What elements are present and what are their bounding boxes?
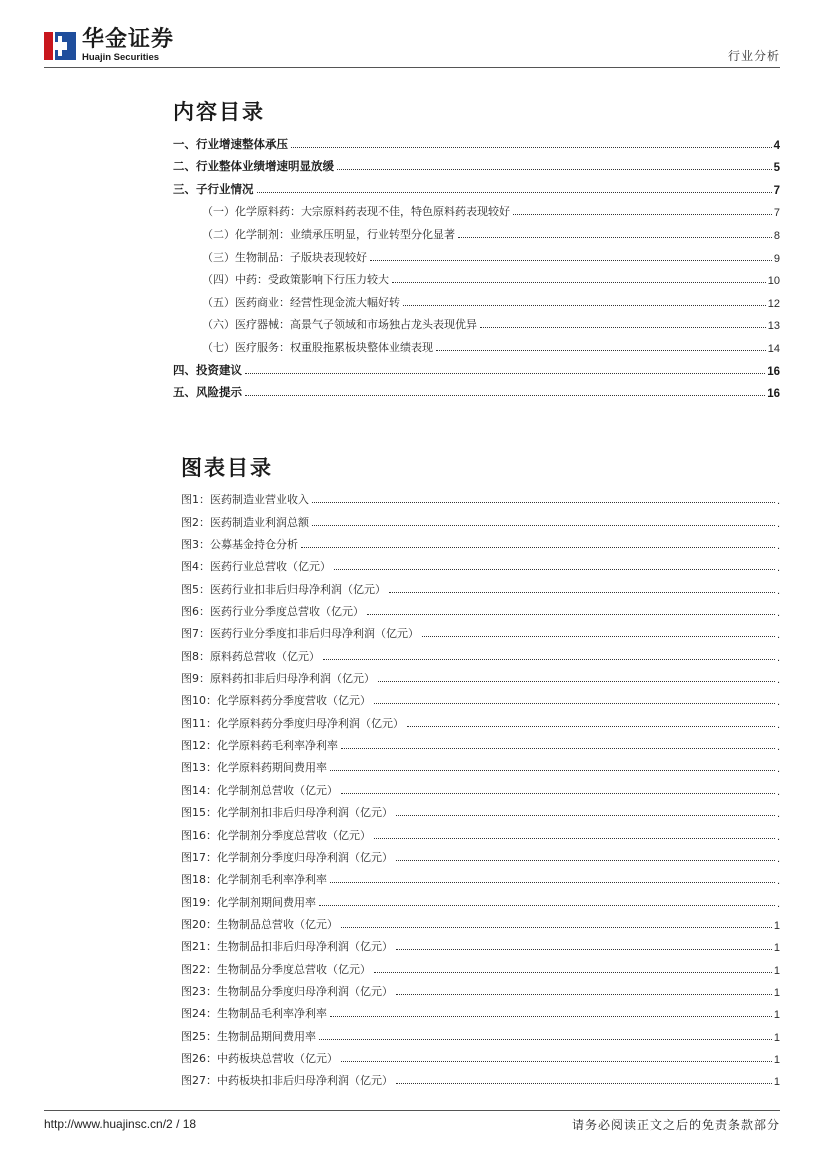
toc-entry-label: （五）医药商业：经营性现金流大幅好转 bbox=[202, 295, 400, 309]
figure-entry[interactable] bbox=[181, 999, 780, 1021]
dot-leader bbox=[392, 282, 766, 283]
figure-entry-label: 图9：原料药扣非后归母净利润（亿元） bbox=[181, 672, 375, 686]
dot-leader bbox=[330, 1016, 772, 1017]
figure-entry[interactable] bbox=[181, 1021, 780, 1043]
figure-entry[interactable] bbox=[181, 977, 780, 999]
figure-entry-label: 图2：医药制造业利润总额 bbox=[181, 515, 309, 529]
logo-mark-icon bbox=[44, 30, 76, 62]
dot-leader bbox=[422, 636, 775, 637]
toc-entry-label: （三）生物制品：子版块表现较好 bbox=[202, 250, 367, 264]
figure-entry[interactable] bbox=[181, 485, 780, 507]
toc-entry-page-number: 9 bbox=[773, 252, 780, 265]
toc-list bbox=[173, 129, 780, 400]
toc-entry[interactable] bbox=[173, 129, 780, 152]
figure-entry-page-number: 1 bbox=[773, 1031, 780, 1044]
toc-entry-label: 二、行业整体业绩增速明显放缓 bbox=[173, 159, 334, 174]
figure-entry-label: 图25：生物制品期间费用率 bbox=[181, 1029, 316, 1043]
dot-leader bbox=[407, 726, 775, 727]
figure-entry[interactable] bbox=[181, 798, 780, 820]
figure-entry-page-number: . bbox=[776, 495, 780, 508]
footer-url-page[interactable]: http://www.huajinsc.cn/2 / 18 bbox=[44, 1117, 197, 1131]
figure-entry-label: 图23：生物制品分季度归母净利润（亿元） bbox=[181, 984, 393, 998]
figure-entry-page-number: . bbox=[776, 584, 780, 597]
dot-leader bbox=[396, 860, 775, 861]
toc-entry-label: 四、投资建议 bbox=[173, 362, 242, 377]
dot-leader bbox=[257, 192, 772, 193]
figure-entry[interactable] bbox=[181, 664, 780, 686]
dot-leader bbox=[374, 972, 772, 973]
dot-leader bbox=[341, 748, 775, 749]
footer-disclaimer: 请务必阅读正文之后的免责条款部分 bbox=[571, 1118, 780, 1132]
figure-entry-label: 图14：化学制剂总营收（亿元） bbox=[181, 783, 338, 797]
figure-entry-page-number: . bbox=[776, 718, 780, 731]
toc-entry[interactable] bbox=[173, 355, 780, 378]
dot-leader bbox=[389, 592, 775, 593]
toc-entry[interactable] bbox=[173, 378, 780, 401]
figure-entry[interactable] bbox=[181, 887, 780, 909]
figure-entry-label: 图16：化学制剂分季度总营收（亿元） bbox=[181, 828, 371, 842]
figure-entry-label: 图26：中药板块总营收（亿元） bbox=[181, 1051, 338, 1065]
toc-entry-page-number: 7 bbox=[773, 207, 780, 220]
figure-entry[interactable] bbox=[181, 820, 780, 842]
figure-entry-page-number: . bbox=[776, 629, 780, 642]
figure-entry[interactable] bbox=[181, 731, 780, 753]
figure-entry[interactable] bbox=[181, 775, 780, 797]
figure-entry[interactable] bbox=[181, 552, 780, 574]
toc-entry-label: （二）化学制剂：业绩承压明显，行业转型分化显著 bbox=[202, 227, 455, 241]
figure-entry-page-number: . bbox=[776, 785, 780, 798]
toc-entry-page-number: 8 bbox=[773, 229, 780, 242]
dot-leader bbox=[301, 547, 775, 548]
figure-entry[interactable] bbox=[181, 641, 780, 663]
figure-entry-page-number: 1 bbox=[773, 986, 780, 999]
dot-leader bbox=[513, 214, 772, 215]
figure-entry-label: 图10：化学原料药分季度营收（亿元） bbox=[181, 694, 371, 708]
figure-entry-label: 图3：公募基金持仓分析 bbox=[181, 538, 298, 552]
dot-leader bbox=[396, 815, 775, 816]
dot-leader bbox=[367, 614, 775, 615]
dot-leader bbox=[319, 905, 775, 906]
figure-entry-page-number: . bbox=[776, 696, 780, 709]
figure-entry[interactable] bbox=[181, 753, 780, 775]
toc-title: 内容目录 bbox=[173, 100, 265, 124]
figure-entry[interactable] bbox=[181, 686, 780, 708]
toc-entry[interactable] bbox=[173, 174, 780, 197]
toc-entry-page-number: 13 bbox=[767, 320, 780, 333]
toc-entry-page-number: 12 bbox=[767, 297, 780, 310]
figure-entry-page-number: 1 bbox=[773, 919, 780, 932]
figure-entry-label: 图13：化学原料药期间费用率 bbox=[181, 761, 327, 775]
figure-entry-page-number: . bbox=[776, 763, 780, 776]
figure-entry-label: 图11：化学原料药分季度归母净利润（亿元） bbox=[181, 716, 404, 730]
toc-entry-page-number: 16 bbox=[767, 388, 780, 401]
toc-entry[interactable] bbox=[173, 197, 780, 220]
dot-leader bbox=[312, 525, 775, 526]
dot-leader bbox=[403, 305, 766, 306]
dot-leader bbox=[245, 395, 765, 396]
figure-entry[interactable] bbox=[181, 932, 780, 954]
figure-entry-label: 图6：医药行业分季度总营收（亿元） bbox=[181, 605, 364, 619]
dot-leader bbox=[341, 927, 772, 928]
figure-entry-page-number: . bbox=[776, 808, 780, 821]
report-category: 行业分析 bbox=[727, 49, 780, 63]
dot-leader bbox=[330, 882, 775, 883]
toc-entry-label: 一、行业增速整体承压 bbox=[173, 136, 288, 151]
figure-entry-page-number: 1 bbox=[773, 1076, 780, 1089]
dot-leader bbox=[330, 770, 775, 771]
toc-entry-page-number: 4 bbox=[773, 139, 780, 152]
figure-entry-label: 图1：医药制造业营业收入 bbox=[181, 493, 309, 507]
toc-entry[interactable] bbox=[173, 265, 780, 288]
figure-entry-label: 图18：化学制剂毛利率净利率 bbox=[181, 873, 327, 887]
dot-leader bbox=[378, 681, 775, 682]
dot-leader bbox=[323, 659, 775, 660]
figure-entry[interactable] bbox=[181, 597, 780, 619]
figure-entry-page-number: . bbox=[776, 674, 780, 687]
toc-entry-page-number: 16 bbox=[767, 365, 780, 378]
dot-leader bbox=[337, 169, 772, 170]
toc-entry-page-number: 10 bbox=[767, 275, 780, 288]
dot-leader bbox=[319, 1039, 772, 1040]
toc-entry-label: 三、子行业情况 bbox=[173, 181, 254, 196]
dot-leader bbox=[396, 949, 772, 950]
figure-entry-label: 图24：生物制品毛利率净利率 bbox=[181, 1007, 327, 1021]
dot-leader bbox=[374, 703, 775, 704]
toc-entry[interactable] bbox=[173, 332, 780, 355]
figure-entry-label: 图4：医药行业总营收（亿元） bbox=[181, 560, 331, 574]
figure-entry-page-number: 1 bbox=[773, 1053, 780, 1066]
dot-leader bbox=[291, 147, 772, 148]
figure-entry[interactable] bbox=[181, 708, 780, 730]
dot-leader bbox=[334, 569, 775, 570]
figure-entry-label: 图8：原料药总营收（亿元） bbox=[181, 649, 320, 663]
toc-entry-label: （七）医疗服务：权重股拖累板块整体业绩表现 bbox=[202, 340, 433, 354]
dot-leader bbox=[436, 350, 766, 351]
logo-chinese-name: 华金证券 bbox=[82, 27, 175, 52]
figure-entry[interactable] bbox=[181, 507, 780, 529]
page-header bbox=[44, 26, 780, 66]
toc-entry-label: （四）中药：受政策影响下行压力较大 bbox=[202, 273, 389, 287]
dot-leader bbox=[370, 260, 772, 261]
figure-entry-page-number: . bbox=[776, 830, 780, 843]
dot-leader bbox=[341, 1061, 772, 1062]
figure-entry-label: 图27：中药板块扣非后归母净利润（亿元） bbox=[181, 1074, 393, 1088]
figure-entry-label: 图20：生物制品总营收（亿元） bbox=[181, 917, 338, 931]
figure-entry[interactable] bbox=[181, 843, 780, 865]
figure-entry-label: 图17：化学制剂分季度归母净利润（亿元） bbox=[181, 850, 393, 864]
figure-entry-label: 图19：化学制剂期间费用率 bbox=[181, 895, 316, 909]
figure-entry-label: 图15：化学制剂扣非后归母净利润（亿元） bbox=[181, 806, 393, 820]
dot-leader bbox=[396, 1083, 772, 1084]
toc-entry[interactable] bbox=[173, 310, 780, 333]
figure-entry[interactable] bbox=[181, 910, 780, 932]
figure-entry-page-number: . bbox=[776, 517, 780, 530]
figure-entry-page-number: . bbox=[776, 651, 780, 664]
figure-entry[interactable] bbox=[181, 1044, 780, 1066]
toc-entry[interactable] bbox=[173, 152, 780, 175]
figure-entry-page-number: . bbox=[776, 607, 780, 620]
figure-entry[interactable] bbox=[181, 954, 780, 976]
dot-leader bbox=[480, 327, 766, 328]
figure-entry-page-number: 1 bbox=[773, 942, 780, 955]
footer-divider bbox=[44, 1110, 780, 1111]
toc-entry[interactable] bbox=[173, 219, 780, 242]
figure-entry-page-number: . bbox=[776, 562, 780, 575]
company-logo bbox=[44, 28, 174, 63]
figure-entry-page-number: . bbox=[776, 540, 780, 553]
figures-title: 图表目录 bbox=[181, 456, 273, 480]
toc-entry-label: （六）医疗器械：高景气子领域和市场独占龙头表现优异 bbox=[202, 318, 477, 332]
header-divider bbox=[44, 67, 780, 68]
figure-entry-page-number: 1 bbox=[773, 1009, 780, 1022]
dot-leader bbox=[341, 793, 775, 794]
figure-entry[interactable] bbox=[181, 574, 780, 596]
figure-entry-page-number: . bbox=[776, 741, 780, 754]
figure-entry-page-number: . bbox=[776, 897, 780, 910]
figure-entry-label: 图22：生物制品分季度总营收（亿元） bbox=[181, 962, 371, 976]
dot-leader bbox=[245, 373, 765, 374]
figure-entry[interactable] bbox=[181, 530, 780, 552]
toc-entry[interactable] bbox=[173, 287, 780, 310]
toc-entry-page-number: 5 bbox=[773, 162, 780, 175]
dot-leader bbox=[458, 237, 772, 238]
figure-entry-page-number: . bbox=[776, 852, 780, 865]
figure-entry-label: 图5：医药行业扣非后归母净利润（亿元） bbox=[181, 582, 386, 596]
toc-entry-page-number: 14 bbox=[767, 342, 780, 355]
figure-entry[interactable] bbox=[181, 619, 780, 641]
figure-entry[interactable] bbox=[181, 865, 780, 887]
toc-entry-label: （一）化学原料药：大宗原料药表现不佳，特色原料药表现较好 bbox=[202, 205, 510, 219]
dot-leader bbox=[374, 838, 775, 839]
figure-entry-label: 图12：化学原料药毛利率净利率 bbox=[181, 739, 338, 753]
figure-entry[interactable] bbox=[181, 1066, 780, 1088]
toc-entry[interactable] bbox=[173, 242, 780, 265]
figure-entry-page-number: . bbox=[776, 875, 780, 888]
figure-entry-label: 图21：生物制品扣非后归母净利润（亿元） bbox=[181, 940, 393, 954]
figure-entry-page-number: 1 bbox=[773, 964, 780, 977]
logo-english-name: Huajin Securities bbox=[82, 52, 160, 63]
dot-leader bbox=[396, 994, 772, 995]
toc-entry-page-number: 7 bbox=[773, 184, 780, 197]
figures-list bbox=[181, 485, 780, 1088]
toc-entry-label: 五、风险提示 bbox=[173, 385, 242, 400]
figure-entry-label: 图7：医药行业分季度扣非后归母净利润（亿元） bbox=[181, 627, 419, 641]
dot-leader bbox=[312, 502, 775, 503]
